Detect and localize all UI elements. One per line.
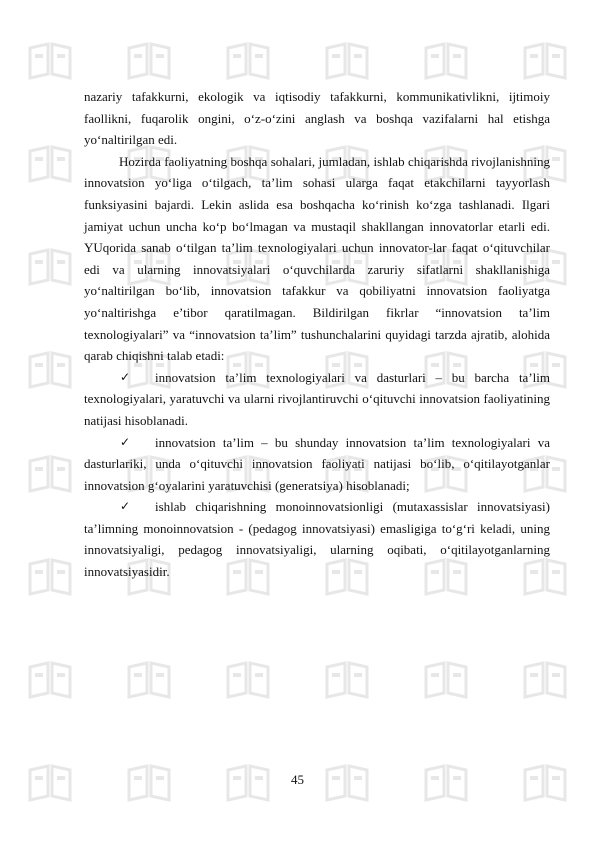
list-item bbox=[84, 367, 550, 432]
book-logo-icon bbox=[224, 40, 272, 80]
book-logo-icon bbox=[125, 659, 173, 699]
book-logo-icon bbox=[422, 659, 470, 699]
book-logo-icon bbox=[521, 659, 569, 699]
book-logo-icon bbox=[125, 40, 173, 80]
check-mark-icon: ✓ bbox=[120, 369, 131, 384]
list-item-text: innovatsion ta’lim texnologiyalari va dasturlari – bu barcha ta’lim texnologiyalari, yaratuvchi va ularni rivojlantiruvchi o‘qituvchi innovatsion faoliyatining natijasi hisoblanadi. bbox=[84, 369, 550, 428]
paragraph-main: Hozirda faoliyatning boshqa sohalari, jumladan, ishlab chiqarishda rivojlanishning innovatsion yo‘liga o‘tilgach, ta’lim sohasi ularga faqat etakchilarni tayyorlash funksiyasini bajardi. Lekin aslida esa boshqacha ko‘rinish ko‘zga tashlanadi. Ilgari jamiyat uchun uncha ko‘p bo‘lmagan va mustaqil shakllangan innovatorlar etarli edi. YUqorida sanab o‘tilgan ta’lim texnologiyalari uchun innovator-lar faqat o‘qituvchilar edi va ularning innovatsiyalari o‘quvchilarda zaruriy sifatlarni shakllanishiga yo‘naltirilgan bo‘lib, innovatsion tafakkur va qobiliyatni innovatsion faoliyatga yo‘naltirishga e’tibor qaratilmagan. Bildirilgan fikrlar “innovatsion ta’lim texnologiyalari” va “innovatsion ta’lim” tushunchalarini quyidagi tarzda ajratib, alohida qarab chiqishni talab etadi: bbox=[84, 153, 550, 364]
book-logo-icon bbox=[323, 40, 371, 80]
book-logo-icon bbox=[26, 40, 74, 80]
list-item-text: ishlab chiqarishning monoinnovatsionligi (mutaxassislar innovatsiyasi) ta’limning monoinnovatsion - (pedagog innovatsiyasi) emasligiga to‘g‘ri keladi, uning innovatsiyaligi, pedagog innovatsiyaligi, ularning oqibati, o‘qitilayotganlarning innovatsiyasidir. bbox=[84, 499, 550, 580]
book-logo-icon bbox=[26, 349, 74, 389]
book-logo-icon bbox=[26, 659, 74, 699]
list-item bbox=[84, 432, 550, 497]
page-number: 45 bbox=[291, 772, 304, 787]
book-logo-icon bbox=[323, 659, 371, 699]
paragraph-continuation: nazariy tafakkurni, ekologik va iqtisodiy tafakkurni, kommunikativlikni, ijtimoiy faollikni, fuqarolik ongini, o‘z-o‘zini anglash va boshqa vazifalarni hal etishga yo‘naltirilgan edi. bbox=[84, 89, 550, 148]
book-logo-icon bbox=[26, 143, 74, 183]
book-logo-icon bbox=[224, 659, 272, 699]
book-logo-icon bbox=[422, 40, 470, 80]
book-logo-icon bbox=[521, 40, 569, 80]
document-page bbox=[84, 86, 550, 583]
check-mark-icon: ✓ bbox=[120, 434, 131, 449]
list-item-text: innovatsion ta’lim – bu shunday innovatsion ta’lim texnologiyalari va dasturlariki, unda o‘qituvchi innovatsion faoliyati natijasi bo‘lib, o‘qitilayotganlar innovatsion g‘oyalarini yaratuvchisi (generatsiya) hisoblanadi; bbox=[84, 434, 550, 493]
book-logo-icon bbox=[26, 556, 74, 596]
list-item bbox=[84, 496, 550, 582]
book-logo-icon bbox=[26, 246, 74, 286]
book-logo-icon bbox=[26, 453, 74, 493]
check-mark-icon: ✓ bbox=[120, 499, 131, 514]
